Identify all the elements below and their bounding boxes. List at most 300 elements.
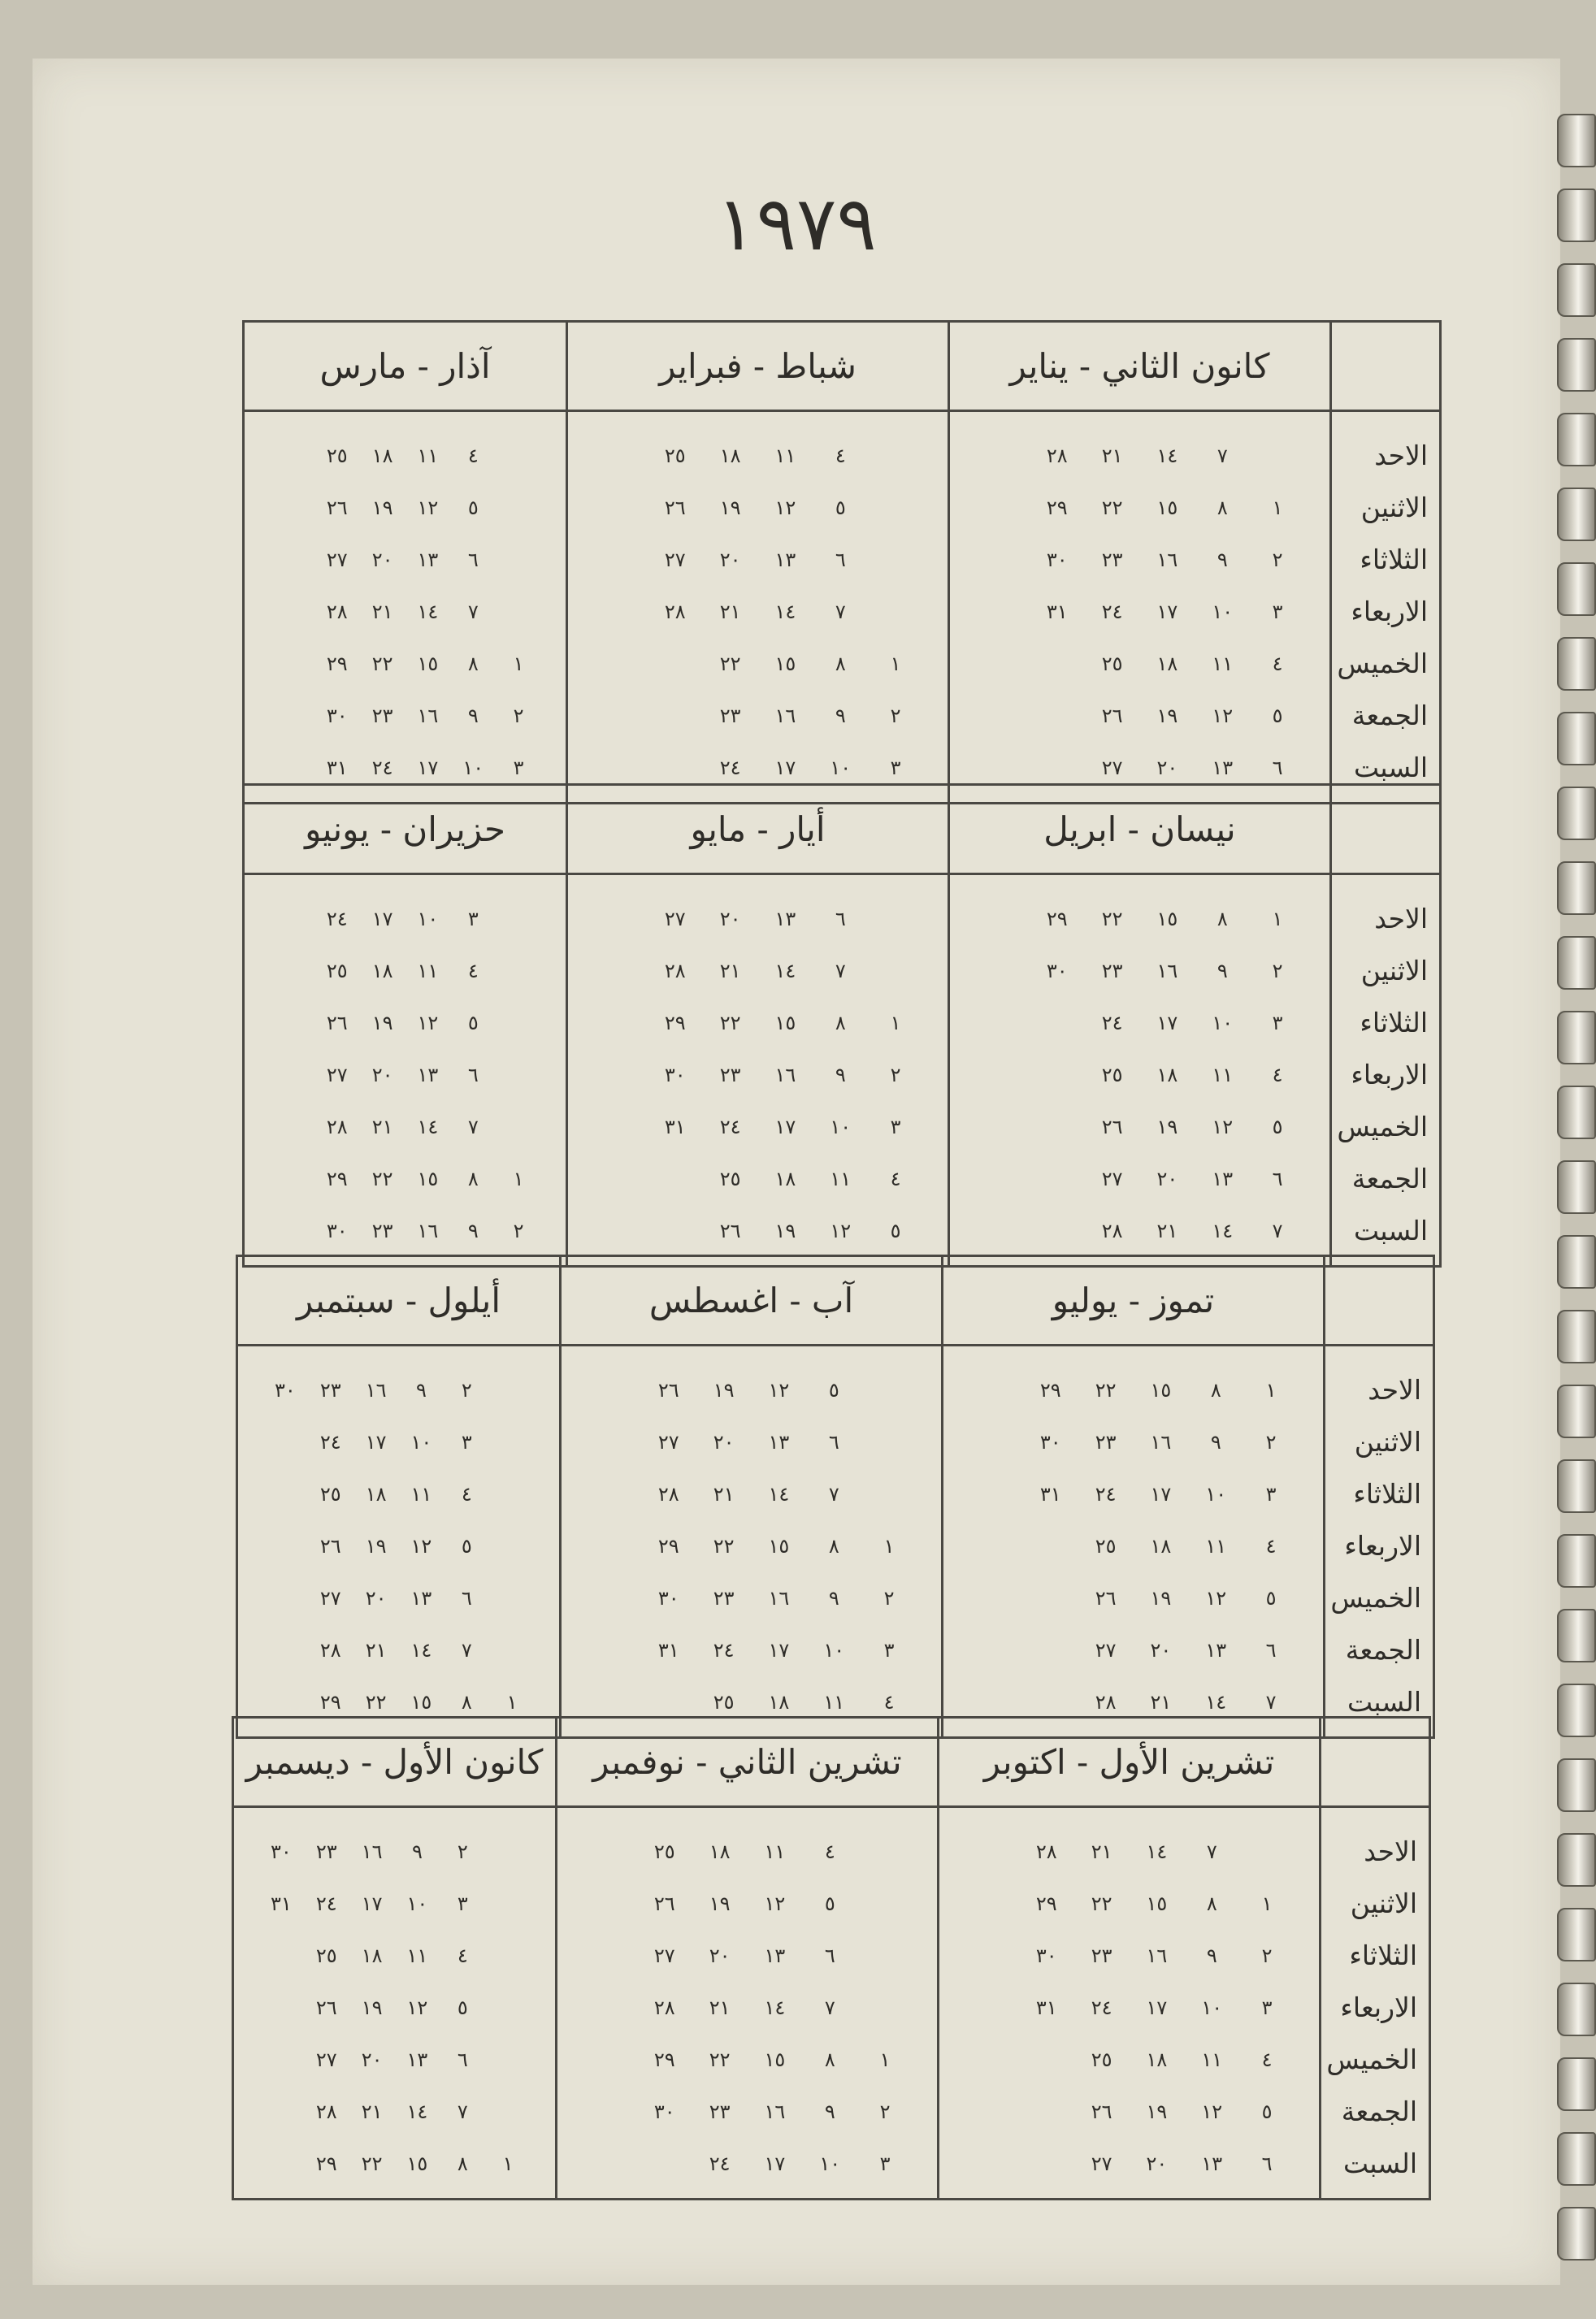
week-row — [568, 534, 948, 586]
date-cell: ٢ — [1272, 960, 1283, 982]
date-cell: ٢٢ — [365, 1691, 387, 1714]
date-cell: ٨ — [1217, 496, 1228, 519]
date-cell: ١٩ — [361, 1996, 383, 2019]
date-cell: ٤ — [1272, 652, 1283, 675]
week-row — [557, 1826, 937, 1878]
binding-ring — [1557, 1684, 1596, 1737]
day-name: الثلاثاء — [1360, 544, 1428, 575]
date-cell: ٦ — [835, 908, 846, 930]
date-cell: ٦ — [457, 2048, 468, 2071]
date-cell: ٢٠ — [719, 908, 741, 930]
binding-ring — [1557, 1609, 1596, 1662]
date-cell: ٢٦ — [319, 1535, 341, 1558]
date-cell: ٣ — [1261, 1996, 1273, 2019]
week-row — [245, 945, 566, 997]
date-cell: ١ — [1261, 1892, 1273, 1915]
week-row — [950, 482, 1329, 534]
date-cell: ٢٣ — [713, 1587, 735, 1610]
binding-ring — [1557, 562, 1596, 616]
date-cell: ١٧ — [768, 1639, 790, 1662]
date-cell: ٤ — [467, 960, 479, 982]
week-row — [234, 1878, 555, 1930]
date-cell: ٢٠ — [1146, 2152, 1168, 2175]
date-cell: ١١ — [1201, 2048, 1223, 2071]
quarter-grid — [242, 783, 1442, 1268]
date-cell: ١٩ — [365, 1535, 387, 1558]
date-cell: ٢٢ — [371, 1168, 393, 1190]
date-cell: ١٤ — [417, 1116, 439, 1138]
date-cell: ١٦ — [1156, 548, 1178, 571]
week-row — [943, 1624, 1323, 1676]
date-cell: ٢٣ — [371, 704, 393, 727]
date-cell: ٢٥ — [713, 1691, 735, 1714]
date-cell: ٢ — [879, 2100, 891, 2123]
date-cell: ٧ — [467, 1116, 479, 1138]
date-cell: ١٨ — [361, 1944, 383, 1967]
date-cell: ١٦ — [417, 704, 439, 727]
binding-ring — [1557, 1011, 1596, 1064]
date-cell: ٢٠ — [365, 1587, 387, 1610]
week-row — [562, 1416, 941, 1468]
date-cell: ٦ — [461, 1587, 472, 1610]
date-cell: ٩ — [835, 1064, 846, 1086]
date-cell: ١٣ — [406, 2048, 428, 2071]
date-cell: ٤ — [1272, 1064, 1283, 1086]
week-row — [234, 1826, 555, 1878]
week-row — [557, 1930, 937, 1982]
date-cell: ٧ — [835, 600, 846, 623]
week-row — [234, 2138, 555, 2190]
week-row — [245, 430, 566, 482]
date-cell: ١٢ — [774, 496, 796, 519]
date-cell: ٨ — [1217, 908, 1228, 930]
date-cell: ١٥ — [774, 652, 796, 675]
binding-ring — [1557, 1534, 1596, 1588]
date-cell: ٢٤ — [315, 1892, 337, 1915]
date-cell: ١٤ — [774, 600, 796, 623]
date-cell: ٦ — [824, 1944, 835, 1967]
binding-ring — [1557, 787, 1596, 840]
date-cell: ٣٠ — [326, 1220, 348, 1242]
quarter-grid — [242, 320, 1442, 804]
date-cell: ٢١ — [719, 960, 741, 982]
week-row — [238, 1520, 559, 1572]
date-cell: ٥ — [457, 1996, 468, 2019]
date-cell: ٥ — [1261, 2100, 1273, 2123]
date-cell: ٨ — [835, 1012, 846, 1034]
date-cell: ٢ — [890, 704, 901, 727]
date-cell: ٨ — [467, 652, 479, 675]
date-cell: ١٢ — [1212, 704, 1234, 727]
date-cell: ١٩ — [1156, 1116, 1178, 1138]
date-cell: ٢٨ — [664, 960, 686, 982]
date-cell: ١٨ — [1146, 2048, 1168, 2071]
week-row — [238, 1416, 559, 1468]
date-cell: ٣ — [890, 756, 901, 779]
date-cell: ١ — [883, 1535, 895, 1558]
binding-ring — [1557, 1833, 1596, 1887]
date-cell: ١٠ — [819, 2152, 841, 2175]
date-cell: ٣٠ — [664, 1064, 686, 1086]
day-name: الخميس — [1337, 1111, 1428, 1142]
week-row — [568, 690, 948, 742]
month-days — [555, 1808, 937, 2198]
date-cell: ٢٧ — [1091, 2152, 1112, 2175]
date-cell: ٨ — [467, 1168, 479, 1190]
binding-ring — [1557, 338, 1596, 392]
date-cell: ١٧ — [1156, 600, 1178, 623]
binding-ring — [1557, 936, 1596, 990]
date-cell: ٤ — [467, 444, 479, 467]
month-days — [245, 412, 566, 802]
date-cell: ٦ — [1265, 1639, 1277, 1662]
date-cell: ١٩ — [713, 1379, 735, 1402]
date-cell: ٢٢ — [1091, 1892, 1112, 1915]
week-row — [568, 586, 948, 638]
date-cell: ٢١ — [1091, 1840, 1112, 1863]
date-cell: ٢١ — [713, 1483, 735, 1506]
date-cell: ١٨ — [768, 1691, 790, 1714]
date-cell: ٢١ — [1150, 1691, 1172, 1714]
date-cell: ١٦ — [417, 1220, 439, 1242]
date-cell: ٤ — [883, 1691, 895, 1714]
date-cell: ٢١ — [371, 1116, 393, 1138]
date-cell: ٢١ — [1156, 1220, 1178, 1242]
date-cell: ٩ — [824, 2100, 835, 2123]
date-cell: ٢٤ — [709, 2152, 731, 2175]
month-days — [566, 875, 948, 1265]
day-names-column — [1323, 1346, 1433, 1736]
month-title: حزيران - يونيو — [245, 786, 566, 875]
date-cell: ٩ — [467, 1220, 479, 1242]
date-cell: ٢٠ — [371, 1064, 393, 1086]
date-cell: ٢٢ — [713, 1535, 735, 1558]
month-days — [245, 875, 566, 1265]
date-cell: ٥ — [835, 496, 846, 519]
week-row — [562, 1520, 941, 1572]
week-row — [950, 430, 1329, 482]
binding-ring — [1557, 637, 1596, 691]
day-name: السبت — [1347, 1686, 1421, 1718]
date-cell: ٥ — [1272, 704, 1283, 727]
date-cell: ١٤ — [768, 1483, 790, 1506]
week-row — [245, 1101, 566, 1153]
corner-cell — [1329, 323, 1439, 412]
date-cell: ٢٨ — [326, 1116, 348, 1138]
date-cell: ٢٦ — [719, 1220, 741, 1242]
date-cell: ١٥ — [417, 652, 439, 675]
date-cell: ١٤ — [1212, 1220, 1234, 1242]
date-cell: ١٩ — [709, 1892, 731, 1915]
date-cell: ٢٤ — [719, 756, 741, 779]
month-title: تشرين الثاني - نوفمبر — [555, 1719, 937, 1808]
date-cell: ١٦ — [774, 704, 796, 727]
date-cell: ٧ — [835, 960, 846, 982]
date-cell: ٣ — [457, 1892, 468, 1915]
week-row — [234, 1982, 555, 2034]
week-row — [245, 534, 566, 586]
date-cell: ٦ — [828, 1431, 839, 1454]
date-cell: ٢٦ — [1101, 704, 1123, 727]
date-cell: ٢ — [1265, 1431, 1277, 1454]
date-cell: ٣ — [467, 908, 479, 930]
date-cell: ١٨ — [709, 1840, 731, 1863]
date-cell: ٢٣ — [1101, 960, 1123, 982]
date-cell: ٢٤ — [1101, 1012, 1123, 1034]
week-row — [939, 1982, 1319, 2034]
week-row — [950, 1101, 1329, 1153]
week-row — [557, 2034, 937, 2086]
date-cell: ٤ — [461, 1483, 472, 1506]
binding-ring — [1557, 189, 1596, 242]
date-cell: ٥ — [461, 1535, 472, 1558]
date-cell: ٤ — [824, 1840, 835, 1863]
corner-cell — [1323, 1257, 1433, 1346]
date-cell: ٢٢ — [709, 2048, 731, 2071]
date-cell: ٩ — [1217, 960, 1228, 982]
date-cell: ٣٠ — [1046, 960, 1068, 982]
day-names-column — [1329, 412, 1439, 802]
date-cell: ٨ — [457, 2152, 468, 2175]
day-name: السبت — [1342, 2148, 1417, 2179]
date-cell: ١٠ — [417, 908, 439, 930]
day-name: الاربعاء — [1351, 1059, 1428, 1090]
month-title: أيار - مايو — [566, 786, 948, 875]
date-cell: ٧ — [824, 1996, 835, 2019]
date-cell: ١٤ — [406, 2100, 428, 2123]
date-cell: ٢٧ — [1101, 756, 1123, 779]
month-days — [566, 412, 948, 802]
date-cell: ١٩ — [719, 496, 741, 519]
binding-ring — [1557, 1235, 1596, 1289]
date-cell: ١٢ — [417, 1012, 439, 1034]
date-cell: ٩ — [1206, 1944, 1217, 1967]
date-cell: ١٥ — [768, 1535, 790, 1558]
date-cell: ٧ — [1265, 1691, 1277, 1714]
day-name: الاحد — [1374, 903, 1428, 934]
date-cell: ٢٨ — [1101, 1220, 1123, 1242]
date-cell: ٢٥ — [719, 1168, 741, 1190]
date-cell: ٢٤ — [1091, 1996, 1112, 2019]
date-cell: ١٧ — [1150, 1483, 1172, 1506]
date-cell: ٧ — [461, 1639, 472, 1662]
date-cell: ١٢ — [1212, 1116, 1234, 1138]
date-cell: ١٠ — [830, 1116, 852, 1138]
week-row — [238, 1624, 559, 1676]
date-cell: ٢٦ — [326, 1012, 348, 1034]
binding-ring — [1557, 712, 1596, 765]
date-cell: ١٦ — [774, 1064, 796, 1086]
date-cell: ١٤ — [774, 960, 796, 982]
date-cell: ٢٥ — [653, 1840, 675, 1863]
day-name: الاربعاء — [1351, 596, 1428, 627]
date-cell: ٢٩ — [657, 1535, 679, 1558]
binding-ring — [1557, 1758, 1596, 1812]
date-cell: ٣١ — [1039, 1483, 1061, 1506]
week-row — [950, 893, 1329, 945]
date-cell: ١٧ — [371, 908, 393, 930]
date-cell: ١٥ — [1156, 496, 1178, 519]
date-cell: ١٣ — [764, 1944, 786, 1967]
date-cell: ٣ — [513, 756, 524, 779]
date-cell: ١١ — [410, 1483, 432, 1506]
date-cell: ١٧ — [764, 2152, 786, 2175]
month-title: آب - اغسطس — [559, 1257, 941, 1346]
day-names-column — [1319, 1808, 1429, 2198]
date-cell: ٢٨ — [664, 600, 686, 623]
month-days — [948, 875, 1329, 1265]
date-cell: ١٤ — [1205, 1691, 1227, 1714]
date-cell: ٢٨ — [1035, 1840, 1057, 1863]
date-cell: ١١ — [830, 1168, 852, 1190]
date-cell: ٥ — [828, 1379, 839, 1402]
date-cell: ٨ — [828, 1535, 839, 1558]
date-cell: ٢٠ — [361, 2048, 383, 2071]
month-title: شباط - فبراير — [566, 323, 948, 412]
day-name: الاثنين — [1360, 492, 1428, 523]
date-cell: ١ — [879, 2048, 891, 2071]
date-cell: ٢٥ — [326, 444, 348, 467]
date-cell: ٨ — [824, 2048, 835, 2071]
date-cell: ٢ — [513, 704, 524, 727]
date-cell: ١٣ — [768, 1431, 790, 1454]
month-title: كانون الأول - ديسمبر — [234, 1719, 555, 1808]
date-cell: ٢٨ — [319, 1639, 341, 1662]
day-name: الثلاثاء — [1353, 1478, 1421, 1510]
date-cell: ٣١ — [326, 756, 348, 779]
week-row — [238, 1364, 559, 1416]
date-cell: ١١ — [774, 444, 796, 467]
date-cell: ٢٥ — [315, 1944, 337, 1967]
date-cell: ١١ — [1212, 1064, 1234, 1086]
date-cell: ٨ — [1206, 1892, 1217, 1915]
date-cell: ١٠ — [1212, 600, 1234, 623]
date-cell: ١٢ — [417, 496, 439, 519]
week-row — [568, 482, 948, 534]
month-days — [937, 1808, 1319, 2198]
week-row — [943, 1572, 1323, 1624]
date-cell: ١١ — [1212, 652, 1234, 675]
date-cell: ١٥ — [417, 1168, 439, 1190]
day-name: الثلاثاء — [1360, 1007, 1428, 1038]
date-cell: ٢ — [1261, 1944, 1273, 1967]
day-name: الخميس — [1337, 648, 1428, 679]
date-cell: ١٩ — [371, 496, 393, 519]
month-title: أيلول - سبتمبر — [238, 1257, 559, 1346]
date-cell: ١٠ — [1212, 1012, 1234, 1034]
date-cell: ٢٩ — [1035, 1892, 1057, 1915]
date-cell: ٢٠ — [713, 1431, 735, 1454]
date-cell: ١٠ — [1205, 1483, 1227, 1506]
week-row — [950, 638, 1329, 690]
date-cell: ٣٠ — [657, 1587, 679, 1610]
week-row — [557, 1878, 937, 1930]
date-cell: ٢٩ — [1046, 496, 1068, 519]
date-cell: ٢٥ — [326, 960, 348, 982]
week-row — [245, 1205, 566, 1257]
date-cell: ٢٤ — [1101, 600, 1123, 623]
day-names-column — [1329, 875, 1439, 1265]
date-cell: ٢٦ — [315, 1996, 337, 2019]
date-cell: ١٣ — [1212, 756, 1234, 779]
day-name: الخميس — [1330, 1582, 1421, 1614]
date-cell: ١٠ — [406, 1892, 428, 1915]
date-cell: ٢٠ — [1150, 1639, 1172, 1662]
date-cell: ١٥ — [764, 2048, 786, 2071]
date-cell: ٢٥ — [664, 444, 686, 467]
week-row — [939, 2086, 1319, 2138]
date-cell: ٣٠ — [653, 2100, 675, 2123]
date-cell: ١٧ — [365, 1431, 387, 1454]
date-cell: ١٣ — [774, 908, 796, 930]
date-cell: ٢٦ — [653, 1892, 675, 1915]
date-cell: ٢٩ — [653, 2048, 675, 2071]
date-cell: ٢٩ — [319, 1691, 341, 1714]
date-cell: ٩ — [1217, 548, 1228, 571]
date-cell: ١٢ — [1201, 2100, 1223, 2123]
date-cell: ٢٤ — [319, 1431, 341, 1454]
day-name: الاثنين — [1354, 1426, 1421, 1458]
date-cell: ٢٠ — [371, 548, 393, 571]
date-cell: ٢٠ — [1156, 756, 1178, 779]
date-cell: ٢٨ — [653, 1996, 675, 2019]
date-cell: ١٦ — [1156, 960, 1178, 982]
week-row — [939, 1930, 1319, 1982]
week-row — [939, 1826, 1319, 1878]
date-cell: ١٠ — [823, 1639, 845, 1662]
date-cell: ٢٨ — [315, 2100, 337, 2123]
binding-ring — [1557, 1908, 1596, 1961]
date-cell: ٤ — [1265, 1535, 1277, 1558]
day-name: الخميس — [1326, 2044, 1417, 2075]
week-row — [245, 1153, 566, 1205]
date-cell: ٦ — [467, 1064, 479, 1086]
date-cell: ٢٦ — [657, 1379, 679, 1402]
binding-ring — [1557, 1310, 1596, 1363]
binding-ring — [1557, 1459, 1596, 1513]
spiral-binding — [1560, 0, 1596, 2319]
date-cell: ٧ — [1272, 1220, 1283, 1242]
week-row — [234, 2086, 555, 2138]
week-row — [245, 482, 566, 534]
date-cell: ٢٣ — [719, 1064, 741, 1086]
week-row — [950, 690, 1329, 742]
date-cell: ٢٩ — [326, 1168, 348, 1190]
date-cell: ١٨ — [774, 1168, 796, 1190]
week-row — [568, 1153, 948, 1205]
date-cell: ٢١ — [719, 600, 741, 623]
week-row — [568, 638, 948, 690]
day-name: السبت — [1353, 752, 1428, 783]
date-cell: ٢٧ — [653, 1944, 675, 1967]
date-cell: ٣ — [461, 1431, 472, 1454]
date-cell: ٢١ — [365, 1639, 387, 1662]
day-name: الاحد — [1368, 1374, 1421, 1406]
week-row — [568, 893, 948, 945]
date-cell: ٢٨ — [1046, 444, 1068, 467]
week-row — [234, 1930, 555, 1982]
date-cell: ١٧ — [774, 1116, 796, 1138]
week-row — [562, 1624, 941, 1676]
date-cell: ٢٧ — [315, 2048, 337, 2071]
date-cell: ٢٣ — [319, 1379, 341, 1402]
date-cell: ٢١ — [1101, 444, 1123, 467]
date-cell: ٣ — [1272, 1012, 1283, 1034]
date-cell: ٢٦ — [326, 496, 348, 519]
month-title: تشرين الأول - اكتوبر — [937, 1719, 1319, 1808]
date-cell: ٢٣ — [1095, 1431, 1117, 1454]
date-cell: ٢٧ — [326, 548, 348, 571]
